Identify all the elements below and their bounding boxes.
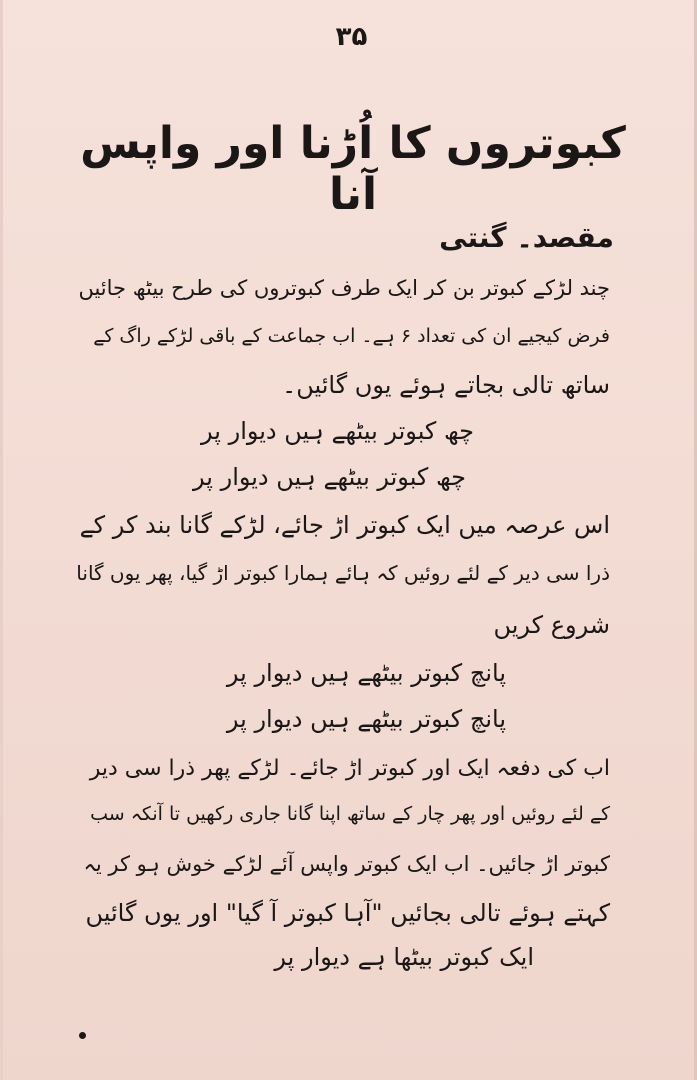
song-line: ایک کبوتر بیٹھا ہے دیوار پر	[274, 943, 534, 971]
song-line: چھ کبوتر بیٹھے ہیں دیوار پر	[193, 463, 466, 491]
subheading-purpose: مقصد۔ گنتی	[439, 221, 614, 254]
text-line: اس عرصہ میں ایک کبوتر اڑ جائے، لڑکے گانا بند کر کے	[79, 511, 610, 539]
text-line: فرض کیجیے ان کی تعداد ۶ ہے۔ اب جماعت کے باقی لڑکے راگ کے	[93, 325, 610, 347]
text-line: چند لڑکے کبوتر بن کر ایک طرف کبوتروں کی طرح بیٹھ جائیں	[78, 276, 610, 300]
chapter-title: کبوتروں کا اُڑنا اور واپس آنا	[80, 118, 626, 220]
text-line: اب کی دفعہ ایک اور کبوتر اڑ جائے۔ لڑکے پھر ذرا سی دیر	[89, 756, 610, 781]
text-line: ساتھ تالی بجاتے ہوئے یوں گائیں۔	[282, 371, 610, 399]
song-line: چھ کبوتر بیٹھے ہیں دیوار پر	[201, 417, 474, 445]
song-line: پانچ کبوتر بیٹھے ہیں دیوار پر	[226, 659, 506, 687]
page-number: ۳۵	[335, 22, 368, 52]
ink-dot	[79, 1032, 86, 1039]
text-line: کے لئے روئیں اور پھر چار کے ساتھ اپنا گانا جاری رکھیں تا آنکہ سب	[90, 803, 610, 825]
text-line: شروع کریں	[493, 611, 610, 639]
text-line: کہتے ہوئے تالی بجائیں "آہا کبوتر آ گیا" اور یوں گائیں	[85, 899, 610, 927]
text-line: ذرا سی دیر کے لئے روئیں کہ ہائے ہمارا کبوتر اڑ گیا، پھر یوں گانا	[76, 561, 610, 585]
text-line: کبوتر اڑ جائیں۔ اب ایک کبوتر واپس آئے لڑکے خوش ہو کر یہ	[83, 852, 610, 876]
song-line: پانچ کبوتر بیٹھے ہیں دیوار پر	[226, 705, 506, 733]
